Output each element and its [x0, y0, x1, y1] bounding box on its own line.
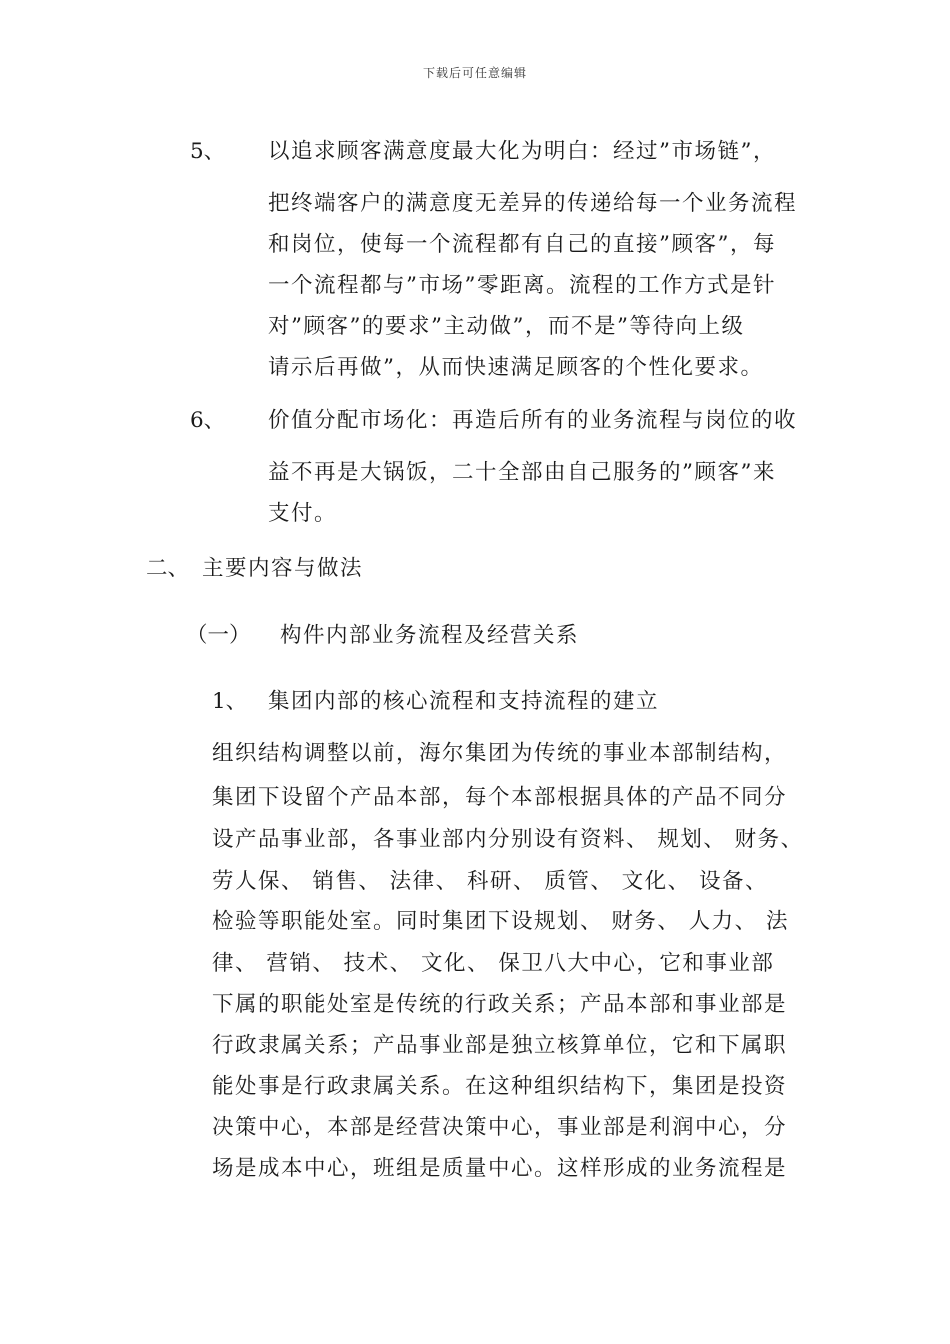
- paragraph-line: 检验等职能处室。同时集团下设规划、 财务、 人力、 法: [212, 909, 790, 934]
- paragraph-line: 集团下设留个产品本部，每个本部根据具体的产品不同分: [212, 785, 788, 810]
- paragraph-line: 设产品事业部，各事业部内分别设有资料、 规划、 财务、: [212, 827, 804, 852]
- paragraph-line: 律、 营销、 技术、 文化、 保卫八大中心，它和事业部: [212, 951, 775, 976]
- paragraph-line: 下属的职能处室是传统的行政关系；产品本部和事业部是: [212, 992, 788, 1017]
- item-5-line: 对”顾客”的要求”主动做”，而不是”等待向上级: [268, 314, 745, 339]
- paragraph-line: 劳人保、 销售、 法律、 科研、 质管、 文化、 设备、: [212, 869, 769, 894]
- item-5-line: 以追求顾客满意度最大化为明白：经过”市场链”，: [268, 139, 776, 164]
- item-5-line: 一个流程都与”市场”零距离。流程的工作方式是针: [268, 273, 776, 298]
- item-5-line: 请示后再做”，从而快速满足顾客的个性化要求。: [268, 355, 764, 380]
- item-6-line: 价值分配市场化：再造后所有的业务流程与岗位的收: [268, 408, 798, 433]
- paragraph-line: 组织结构调整以前，海尔集团为传统的事业本部制结构，: [212, 741, 788, 766]
- item-6-line: 支付。: [268, 501, 338, 526]
- point-number: 1、: [212, 689, 248, 714]
- paragraph-line: 决策中心，本部是经营决策中心，事业部是利润中心，分: [212, 1115, 788, 1140]
- page-header: 下载后可任意编辑: [422, 66, 527, 80]
- item-5-number: 5、: [190, 139, 226, 164]
- subsection-number: （一）: [186, 623, 251, 648]
- point-title: 集团内部的核心流程和支持流程的建立: [268, 689, 660, 714]
- item-5-line: 和岗位，使每一个流程都有自己的直接”顾客”，每: [268, 232, 776, 257]
- item-6-number: 6、: [190, 408, 226, 433]
- paragraph-line: 行政隶属关系；产品事业部是独立核算单位，它和下属职: [212, 1033, 788, 1058]
- item-6-line: 益不再是大锅饭，二十全部由自己服务的”顾客”来: [268, 460, 776, 485]
- paragraph-line: 能处事是行政隶属关系。在这种组织结构下，集团是投资: [212, 1074, 788, 1099]
- section-title: 主要内容与做法: [202, 556, 364, 581]
- paragraph-line: 场是成本中心，班组是质量中心。这样形成的业务流程是: [212, 1156, 788, 1181]
- item-5-line: 把终端客户的满意度无差异的传递给每一个业务流程: [268, 191, 798, 216]
- section-number: 二、: [146, 556, 190, 581]
- subsection-title: 构件内部业务流程及经营关系: [280, 623, 580, 648]
